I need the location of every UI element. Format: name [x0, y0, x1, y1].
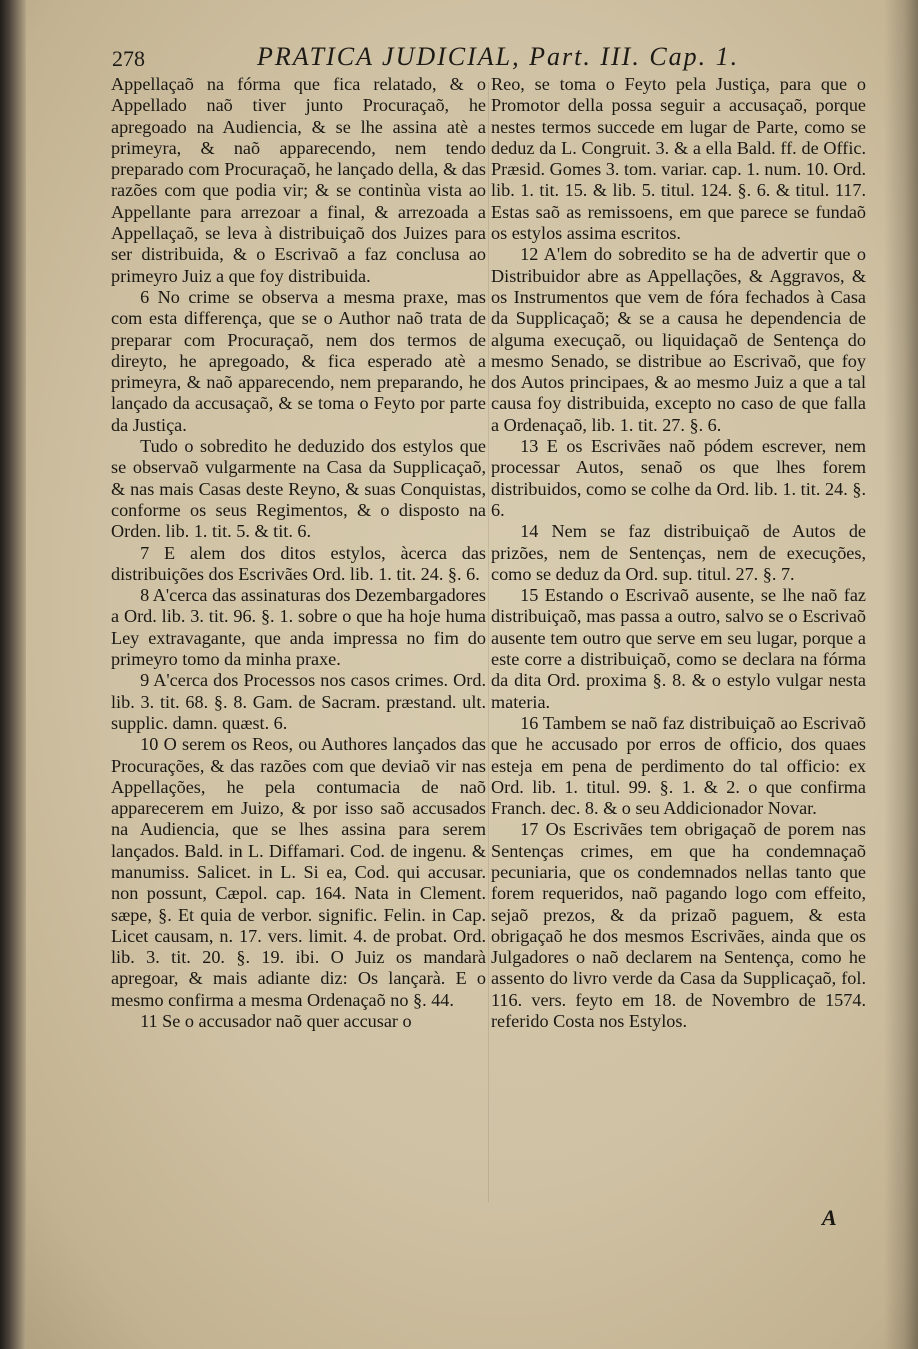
paragraph: 16 Tambem se naõ faz distribuiçaõ ao Escrivaõ que he accusado por erros de officio, dos quaes esteja em pena de perdimento do tal officio: ex Ord. lib. 1. titul. 99. §. 1. & 2. o que confirma Franch. dec. 8. & o seu Addicionador Novar. — [491, 712, 866, 819]
paragraph: Appellaçaõ na fórma que fica relatado, & o Appellado naõ tiver junto Procuraçaõ, he apregoado na Audiencia, & se lhe assina atè a primeyra, & naõ apparecendo, nem tendo preparado com Procuraçaõ, he lançado della, & das razões com que podia vir; & se continùa vista ao Appellante para arrezoar a final, & arrezoada a Appellaçaõ, se leva à distribuiçaõ dos Juizes para ser distribuida, & o Escrivaõ a faz conclusa ao primeyro Juiz a que foy distribuida. — [111, 74, 486, 286]
paragraph: 8 A'cerca das assinaturas dos Dezembargadores a Ord. lib. 3. tit. 96. §. 1. sobre o que ha hoje huma Ley extravagante, que anda impressa no fim do primeyro tomo da minha praxe. — [111, 585, 486, 670]
right-column — [491, 74, 866, 1032]
page-edge-shadow — [884, 0, 918, 1349]
binding-gutter — [0, 0, 26, 1349]
paragraph: 6 No crime se observa a mesma praxe, mas com esta differença, que se o Author naõ trata de preparar com Procuraçaõ, nem dos termos de direyto, he apregoado, & fica esperado atè a primeyra, & naõ apparecendo, nem preparando, he lançado da accusaçaõ, & se toma o Feyto por parte da Justiça. — [111, 286, 486, 435]
paragraph: 14 Nem se faz distribuiçaõ de Autos de prizões, nem de Sentenças, nem de execuções, como se deduz da Ord. sup. titul. 27. §. 7. — [491, 521, 866, 584]
running-title: PRATICA JUDICIAL, Part. III. Cap. 1. — [257, 42, 740, 71]
page-number: 278 — [112, 46, 145, 71]
left-column — [111, 74, 486, 1032]
paragraph: 10 O serem os Reos, ou Authores lançados das Procurações, & das razões com que deviaõ vir nas Appellações, he pela contumacia de naõ apparecerem em Juizo, & por isso saõ accusados na Audiencia, que se lhes assina para serem lançados. Bald. in L. Diffamari. Cod. de ingenu. & manumiss. Salicet. in L. Si ea, Cod. qui accusar. non possunt, Cæpol. cap. 164. Nata in Clement. sæpe, §. Et quia de verbor. signific. Felin. in Cap. Licet causam, n. 17. vers. limit. 4. de probat. Ord. lib. 3. tit. 20. §. 19. ibi. O Juiz os mandarà apregoar, & mais adiante diz: Os lançarà. E o mesmo confirma a mesma Ordenaçaõ no §. 44. — [111, 734, 486, 1010]
running-header — [112, 42, 812, 76]
paragraph: 9 A'cerca dos Processos nos casos crimes. Ord. lib. 3. tit. 68. §. 8. Gam. de Sacram. præstand. ult. supplic. damn. quæst. 6. — [111, 670, 486, 733]
column-divider — [488, 82, 489, 1202]
paragraph: 7 E alem dos ditos estylos, àcerca das distribuições dos Escrivães Ord. lib. 1. tit. 24. §. 6. — [111, 542, 486, 584]
catchword: A — [822, 1205, 837, 1230]
paragraph: Reo, se toma o Feyto pela Justiça, para que o Promotor della possa seguir a accusaçaõ, porque nestes termos succede em lugar de Parte, como se deduz da L. Congruit. 3. & a ella Bald. ff. de Offic. Præsid. Gomes 3. tom. variar. cap. 1. num. 10. Ord. lib. 1. tit. 15. & lib. 5. titul. 124. §. 6. & titul. 117. Estas saõ as remissoens, em que parece se fundaõ os estylos assima escritos. — [491, 74, 866, 244]
paragraph: 15 Estando o Escrivaõ ausente, se lhe naõ faz distribuiçaõ, mas passa a outro, salvo se o Escrivaõ ausente tem outro que serve em seu lugar, porque a este corre a distribuiçaõ, como se declara na fórma da dita Ord. proxima §. 8. & o estylo vulgar nesta materia. — [491, 585, 866, 712]
paragraph: 12 A'lem do sobredito se ha de advertir que o Distribuidor abre as Appellações, & Aggravos, & os Instrumentos que vem de fóra fechados à Casa da Supplicaçaõ; & se a causa he dependencia de alguma execuçaõ, ou liquidaçaõ de Sentença do mesmo Senado, se distribue ao Escrivaõ, que foy dos Autos principaes, & ao mesmo Juiz a que a tal causa foy distribuida, excepto no caso de que falla a Ordenaçaõ, lib. 1. tit. 27. §. 6. — [491, 244, 866, 435]
paragraph: 11 Se o accusador naõ quer accusar o — [140, 1011, 412, 1032]
paragraph: 13 E os Escrivães naõ pódem escrever, nem processar Autos, senaõ os que lhes forem distribuidos, como se colhe da Ord. lib. 1. tit. 24. §. 6. — [491, 436, 866, 520]
paragraph: Tudo o sobredito he deduzido dos estylos que se observaõ vulgarmente na Casa da Supplicaçaõ, & nas mais Casas deste Reyno, & suas Conquistas, conforme os seus Regimentos, & o disposto na Orden. lib. 1. tit. 5. & tit. 6. — [111, 436, 486, 542]
paragraph: 17 Os Escrivães tem obrigaçaõ de porem nas Sentenças crimes, em que ha condemnaçaõ pecuniaria, que os condemnados nellas tanto que forem requeridos, naõ pagando logo com effeito, sejaõ prezos, & da prizaõ paguem, & esta obrigaçaõ he dos mesmos Escrivães, ainda que os Julgadores o naõ declarem na Sentença, como he assento do livro verde da Casa da Supplicaçaõ, fol. 116. vers. feyto em 18. de Novembro de 1574. referido Costa nos Estylos. — [491, 819, 866, 1032]
